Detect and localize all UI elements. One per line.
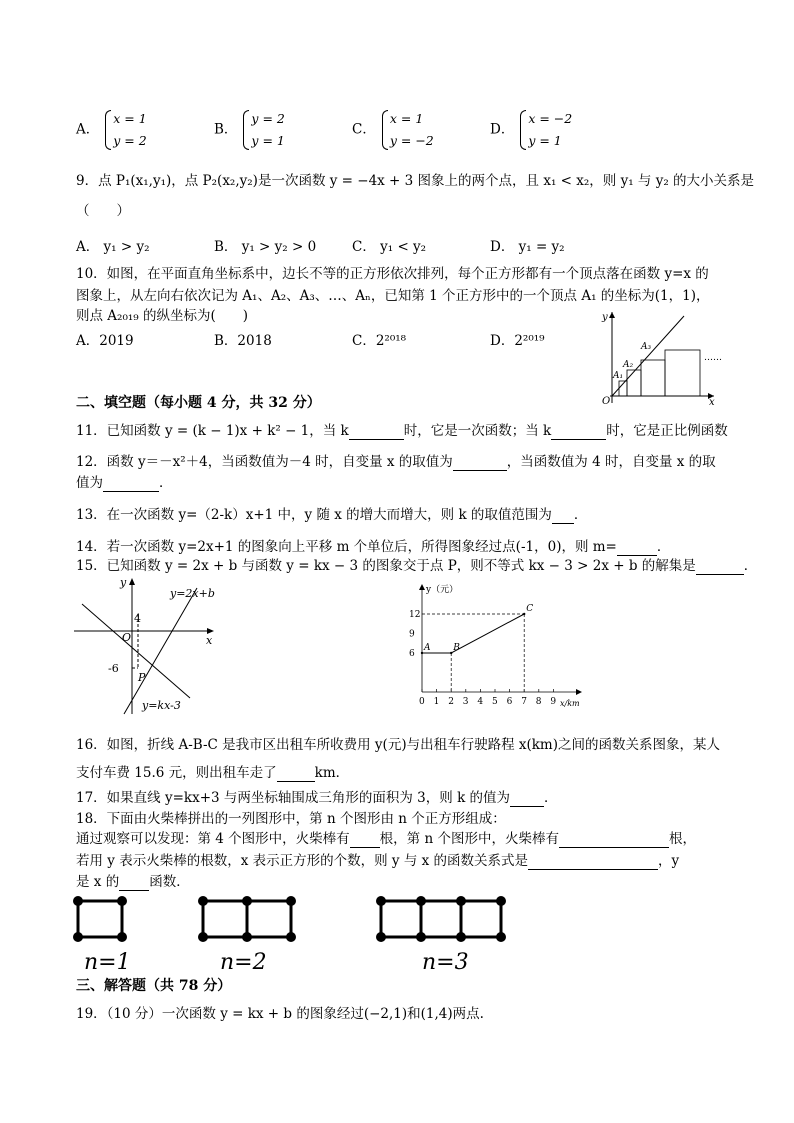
line-label-kx-minus-3: y=kx-3 xyxy=(142,699,181,712)
x-tick-label: 1 xyxy=(433,697,440,707)
answer-blank[interactable] xyxy=(119,876,149,891)
figure-n3 xyxy=(378,898,505,941)
point-a xyxy=(421,652,423,654)
q12-text: ． xyxy=(159,475,173,491)
q12-line2 xyxy=(76,474,173,492)
option-label: A． xyxy=(76,121,100,138)
q8-option-b[interactable] xyxy=(214,108,285,152)
y-tick-label: 9 xyxy=(409,629,415,640)
q14-line xyxy=(76,538,670,556)
x-tick-label: 5 xyxy=(492,697,498,707)
section-2-title: 二、填空题（每小题 4 分，共 32 分） xyxy=(76,395,321,411)
a1-label: A₁ xyxy=(613,371,624,381)
label-n3: n=3 xyxy=(422,950,469,975)
answer-blank[interactable] xyxy=(510,792,544,807)
answer-blank[interactable] xyxy=(349,425,404,440)
q19-line: 19．（10 分）一次函数 y = kx + b 的图象经过(−2,1)和(1,4)两点. xyxy=(76,1006,484,1022)
square-4 xyxy=(665,350,700,396)
equation-system xyxy=(518,108,572,152)
system-row: x = −2 xyxy=(528,111,573,126)
x-label: x xyxy=(206,634,213,647)
q10-option-d[interactable]: D．2²⁰¹⁹ xyxy=(490,333,545,349)
point-label-a: A xyxy=(424,643,431,653)
q12-text: 值为 xyxy=(76,475,103,491)
label-4: 4 xyxy=(134,612,141,625)
q10-option-c[interactable]: C．2²⁰¹⁸ xyxy=(352,333,407,349)
answer-blank[interactable] xyxy=(552,509,574,524)
equation-system xyxy=(103,108,146,152)
system-row: y = 2 xyxy=(113,133,147,148)
q9-option-d[interactable]: D． y₁ = y₂ xyxy=(490,239,565,255)
system-row: y = −2 xyxy=(389,133,434,148)
equation-system xyxy=(241,108,284,152)
q15-line xyxy=(76,557,757,575)
section-3-title: 三、解答题（共 78 分） xyxy=(76,978,232,994)
q16-line2 xyxy=(76,764,349,782)
x-tick-label: 7 xyxy=(521,697,527,707)
q18-line1: 18．下面由火柴棒拼出的一列图形中，第 n 个图形由 n 个正方形组成： xyxy=(76,811,506,827)
q13-text: 13．在一次函数 y=（2-k）x+1 中，y 随 x 的增大而增大，则 k 的取值范围为 xyxy=(76,507,552,523)
answer-blank[interactable] xyxy=(350,833,380,848)
q17-line xyxy=(76,789,558,807)
system-row: x = 1 xyxy=(113,111,147,126)
y-tick-label: 12 xyxy=(409,610,421,620)
q8-option-a[interactable] xyxy=(76,108,147,152)
x-tick-label: 8 xyxy=(535,697,542,707)
option-label: C． xyxy=(352,121,376,138)
q10-option-a[interactable]: A．2019 xyxy=(76,333,134,349)
point-p-label: P xyxy=(138,671,146,684)
equation-system xyxy=(380,108,434,152)
point-c xyxy=(523,613,525,615)
answer-blank[interactable] xyxy=(103,477,159,492)
q18-line3 xyxy=(76,852,679,870)
q15-text: ． xyxy=(743,558,758,574)
q14-text: 14．若一次函数 y=2x+1 的图象向上平移 m 个单位后，所得图象经过点(-1，0)，则 m= xyxy=(76,539,617,555)
q10-line2: 图象上，从左向右依次记为 A₁、A₂、A₃、…、Aₙ，已知第 1 个正方形中的一个顶点 A₁ 的坐标为(1，1)， xyxy=(76,288,710,304)
point-label-b: B xyxy=(453,643,460,653)
q11-text: 时，它是一次函数；当 k xyxy=(403,423,552,439)
q17-text: 17．如果直线 y=kx+3 与两坐标轴围成三角形的面积为 3，则 k 的值为 xyxy=(76,790,511,806)
label-n2: n=2 xyxy=(220,950,267,975)
q15-figure xyxy=(72,576,222,716)
q9-option-a[interactable]: A． y₁ > y₂ xyxy=(76,239,150,255)
answer-blank[interactable] xyxy=(559,833,669,848)
a2-label: A₂ xyxy=(623,360,634,370)
answer-blank[interactable] xyxy=(277,767,315,782)
matchstick-figures xyxy=(70,893,520,975)
answer-blank[interactable] xyxy=(551,425,606,440)
y-tick-label: 6 xyxy=(409,649,415,659)
q18-text: 通过观察可以发现：第 4 个图形中，火柴棒有 xyxy=(76,831,350,847)
q18-text: 函数． xyxy=(149,874,190,890)
answer-blank[interactable] xyxy=(453,456,507,471)
a3-label: A₃ xyxy=(641,342,652,352)
point-b xyxy=(450,652,452,654)
square-3 xyxy=(641,360,665,396)
q11-line xyxy=(76,422,728,440)
q9-stem: 9．点 P₁(x₁,y₁)，点 P₂(x₂,y₂)是一次函数 y = −4x + 3 图象上的两个点，且 x₁ < x₂，则 y₁ 与 y₂ 的大小关系是 xyxy=(76,173,755,189)
q10-line1: 10．如图，在平面直角坐标系中，边长不等的正方形依次排列，每个正方形都有一个顶点落在函数 y=x 的 xyxy=(76,266,709,282)
q10-option-b[interactable]: B．2018 xyxy=(214,333,272,349)
q12-text: ，当函数值为 4 时，自变量 x 的取 xyxy=(506,454,716,470)
line-y-equals-x xyxy=(612,316,684,396)
q11-text: 时，它是正比例函数 xyxy=(606,423,728,439)
y-axis-title: y（元） xyxy=(426,585,459,595)
q18-text: 是 x 的 xyxy=(76,874,120,890)
q18-line2 xyxy=(76,830,696,848)
q16-line1: 16．如图，折线 A-B-C 是我市区出租车所收费用 y(元)与出租车行驶路程 x(km)之间的函数关系图象，某人 xyxy=(76,737,721,753)
q16-text: km． xyxy=(314,765,350,781)
figure-n1 xyxy=(75,898,126,941)
x-tick-label: 0 xyxy=(419,697,425,707)
q18-text: 根，第 n 个图形中，火柴棒有 xyxy=(379,831,559,847)
y-arrow-icon xyxy=(419,584,425,590)
q9-option-c[interactable]: C． y₁ < y₂ xyxy=(352,239,427,255)
q14-text: ． xyxy=(656,539,671,555)
q13-line xyxy=(76,506,587,524)
x-tick-label: 9 xyxy=(550,697,557,707)
q18-text: 根， xyxy=(668,831,696,847)
y-arrow-icon xyxy=(129,578,135,585)
x-tick-label: 3 xyxy=(462,697,469,707)
q9-option-b[interactable]: B． y₁ > y₂ > 0 xyxy=(214,239,317,255)
q18-text: 若用 y 表示火柴棒的根数，x 表示正方形的个数，则 y 与 x 的函数关系式是 xyxy=(76,853,529,869)
option-label: D． xyxy=(490,121,515,138)
answer-blank[interactable] xyxy=(617,541,657,556)
q8-option-d[interactable] xyxy=(490,108,572,152)
x-axis-title: x/km xyxy=(560,699,580,708)
series-line-abc xyxy=(422,614,524,653)
q18-line4 xyxy=(76,873,190,891)
answer-blank[interactable] xyxy=(528,855,658,870)
option-label: B． xyxy=(214,121,238,138)
x-tick-label: 2 xyxy=(448,697,454,707)
q16-taxi-fare-chart xyxy=(400,580,590,716)
y-label: y xyxy=(120,576,127,589)
point-label-c: C xyxy=(526,604,534,614)
y-arrow-icon xyxy=(609,312,615,318)
x-arrow-icon xyxy=(576,689,582,695)
q18-text: ，y xyxy=(658,853,680,869)
system-row: y = 1 xyxy=(528,133,562,148)
square-2 xyxy=(627,370,641,396)
y-label: y xyxy=(602,312,608,323)
label-n1: n=1 xyxy=(84,950,131,975)
figure-n2 xyxy=(200,898,295,941)
q9-paren: （ ） xyxy=(76,203,130,219)
origin-label: O xyxy=(122,631,132,644)
q11-text: 11．已知函数 y = (k − 1)x + k² − 1，当 k xyxy=(76,423,349,439)
q15-text: 15．已知函数 y = 2x + b 与函数 y = kx − 3 的图象交于点 P，则不等式 kx − 3 > 2x + b 的解集是 xyxy=(76,558,696,574)
label-neg6: -6 xyxy=(108,662,119,675)
q17-text: ． xyxy=(544,790,558,806)
system-row: x = 1 xyxy=(389,111,424,126)
origin-label: O xyxy=(602,396,611,406)
q10-figure xyxy=(596,308,724,406)
q12-line1 xyxy=(76,453,716,471)
x-tick-label: 4 xyxy=(477,697,484,707)
x-tick-label: 6 xyxy=(506,697,513,707)
ellipsis: …… xyxy=(704,353,722,363)
q13-text: ． xyxy=(573,507,588,523)
q8-option-c[interactable] xyxy=(352,108,434,152)
x-label: x xyxy=(709,397,715,406)
system-row: y = 1 xyxy=(251,133,285,148)
answer-blank[interactable] xyxy=(696,560,744,575)
system-row: y = 2 xyxy=(251,111,285,126)
q16-text: 支付车费 15.6 元，则出租车走了 xyxy=(76,765,277,781)
line-label-2x-plus-b: y=2x+b xyxy=(170,587,215,600)
q12-text: 12．函数 y＝－x²＋4，当函数值为－4 时，自变量 x 的取值为 xyxy=(76,454,453,470)
q10-line3: 则点 A₂₀₁₉ 的纵坐标为( ) xyxy=(76,308,249,324)
